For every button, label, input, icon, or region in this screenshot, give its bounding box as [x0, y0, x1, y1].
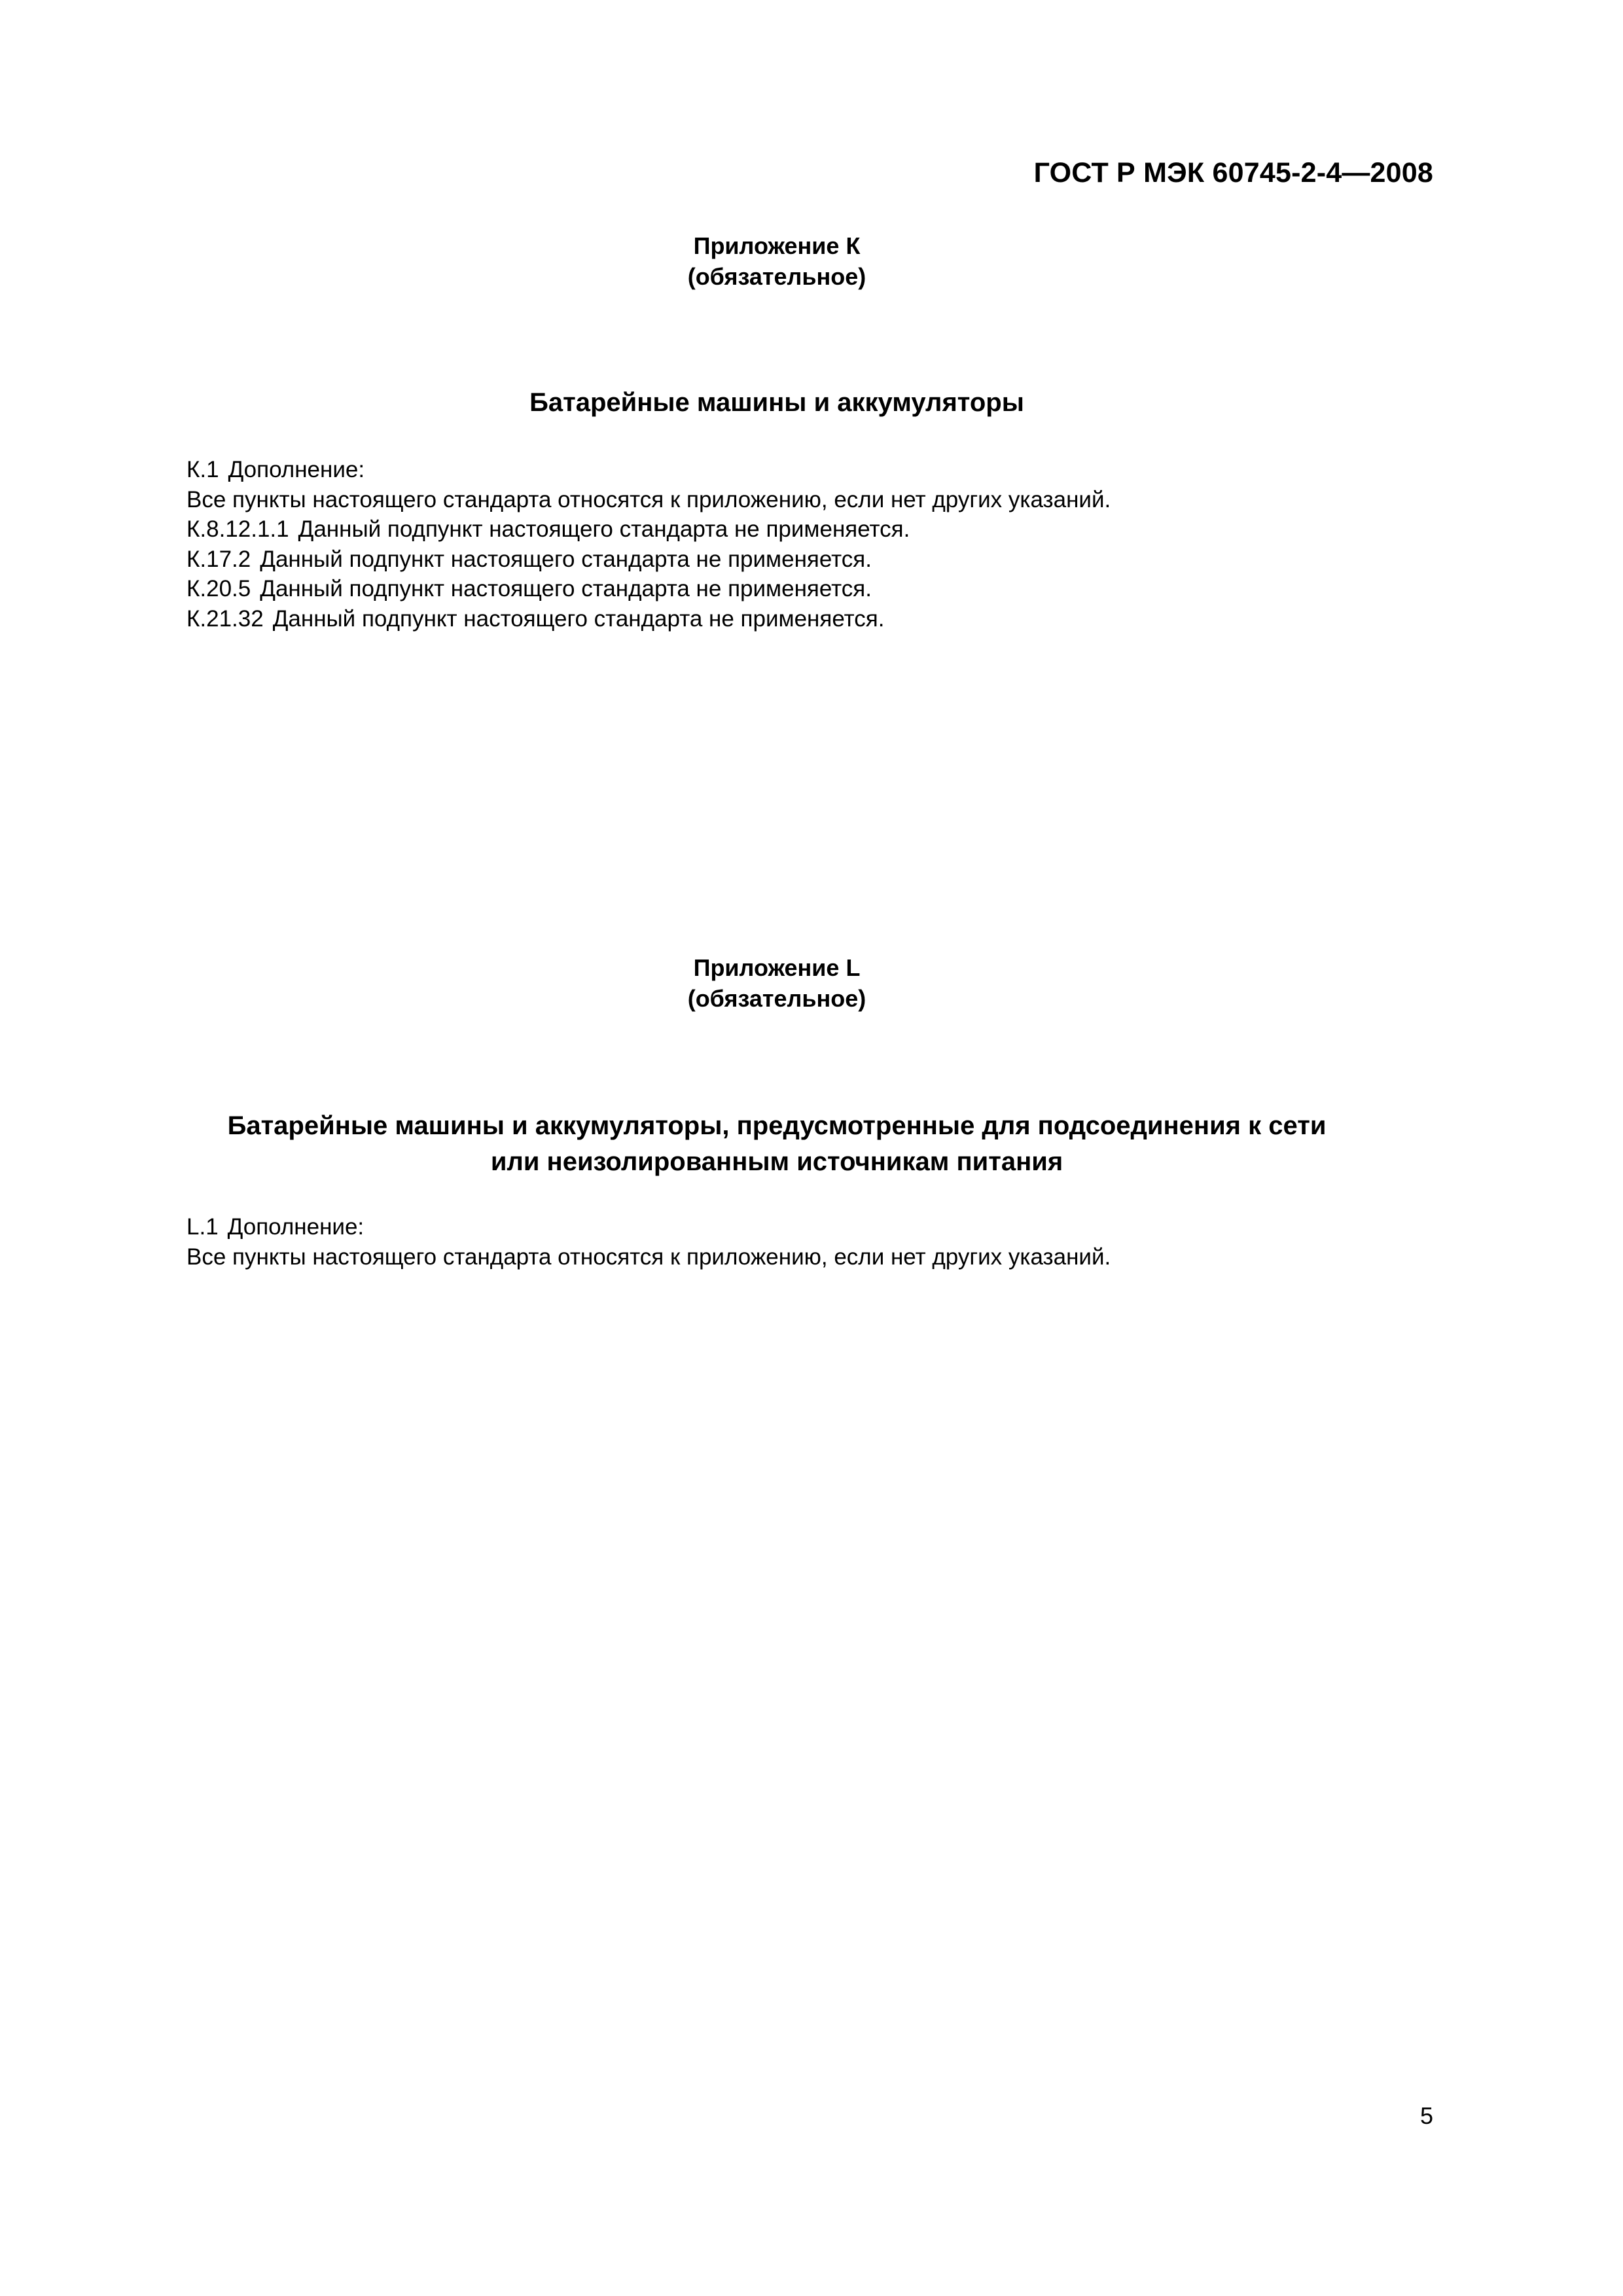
clause-number: К.8.12.1.1 [187, 516, 289, 542]
annex-l-title-line-2: или неизолированным источникам питания [490, 1147, 1063, 1176]
clause-number: К.21.32 [187, 605, 264, 632]
annex-l-status: (обязательное) [687, 985, 866, 1012]
annex-k-line [187, 485, 1111, 515]
annex-l-heading [0, 952, 1554, 1014]
annex-k-status: (обязательное) [687, 263, 866, 290]
standard-code-header: ГОСТ Р МЭК 60745-2-4—2008 [1033, 157, 1433, 188]
clause-text: Данный подпункт настоящего стандарта не применяется. [298, 516, 910, 542]
annex-l-title [0, 1108, 1554, 1180]
annex-k-heading [0, 230, 1554, 292]
page-number: 5 [1419, 2102, 1433, 2129]
annex-k-title [0, 385, 1554, 421]
clause-number: К.1 [187, 457, 219, 482]
annex-l-line [187, 1212, 1111, 1242]
clause-text: Дополнение: [227, 1214, 365, 1240]
annex-k-line [187, 514, 1111, 545]
clause-text: Данный подпункт настоящего стандарта не применяется. [260, 576, 872, 601]
annex-k-line [187, 604, 1111, 634]
annex-k-line [187, 455, 1111, 485]
annex-l-title-line-1: Батарейные машины и аккумуляторы, предусмотренные для подсоединения к сети [227, 1111, 1327, 1140]
clause-text: Данный подпункт настоящего стандарта не применяется. [272, 605, 885, 632]
clause-text: Данный подпункт настоящего стандарта не применяется. [260, 546, 872, 572]
annex-k-title-text: Батарейные машины и аккумуляторы [529, 388, 1024, 417]
clause-text: Все пункты настоящего стандарта относятся к приложению, если нет других указаний. [187, 1244, 1111, 1270]
annex-l-label: Приложение L [693, 954, 861, 981]
annex-k-body [187, 455, 1111, 634]
clause-number: L.1 [187, 1214, 219, 1240]
annex-k-line [187, 545, 1111, 575]
clause-number: К.17.2 [187, 546, 251, 572]
annex-l-line [187, 1242, 1111, 1272]
clause-text: Дополнение: [228, 457, 365, 482]
annex-l-body [187, 1212, 1111, 1272]
clause-number: К.20.5 [187, 576, 251, 601]
clause-text: Все пункты настоящего стандарта относятся к приложению, если нет других указаний. [187, 486, 1111, 512]
annex-k-line [187, 574, 1111, 604]
annex-k-label: Приложение К [693, 232, 861, 259]
